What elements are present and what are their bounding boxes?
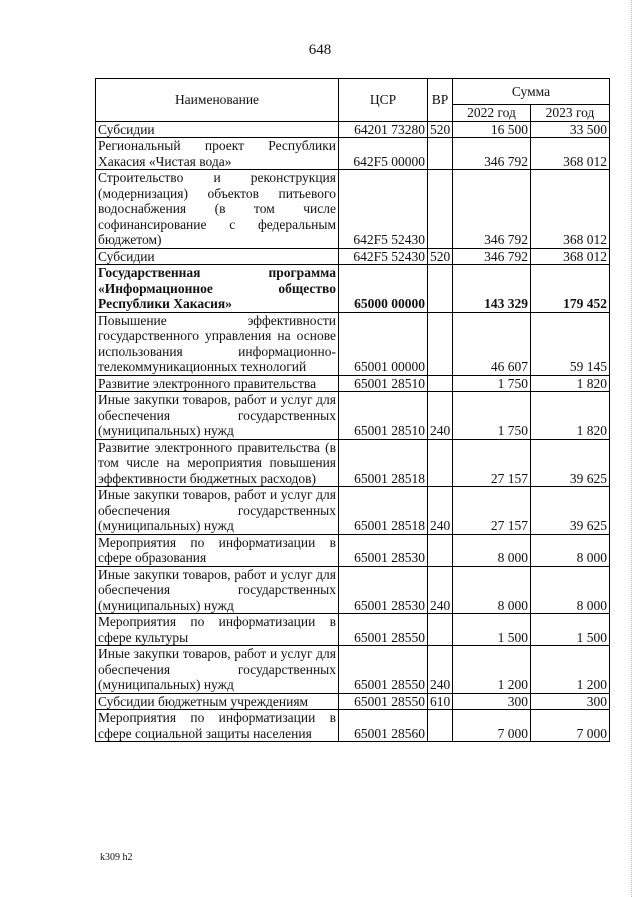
row-name: Иные закупки товаров, работ и услуг для обеспечения государственных (муниципальных) нужд [96, 487, 339, 535]
row-sum-2023: 1 820 [531, 375, 610, 392]
row-name: Региональный проект Республики Хакасия «Чистая вода» [96, 138, 339, 170]
row-vr [428, 534, 453, 566]
row-csr: 65001 00000 [339, 312, 428, 375]
row-name: Повышение эффективности государственного управления на основе использования информационно-телекоммуникационных технологий [96, 312, 339, 375]
row-csr: 642F5 00000 [339, 138, 428, 170]
row-csr: 65000 00000 [339, 265, 428, 313]
budget-table [95, 78, 610, 742]
row-sum-2022: 346 792 [453, 138, 531, 170]
row-csr: 65001 28518 [339, 439, 428, 487]
row-sum-2022: 8 000 [453, 534, 531, 566]
row-sum-2023: 300 [531, 693, 610, 710]
row-sum-2022: 346 792 [453, 248, 531, 265]
row-vr: 520 [428, 121, 453, 138]
row-csr: 65001 28550 [339, 693, 428, 710]
row-csr: 65001 28550 [339, 614, 428, 646]
table-row [96, 170, 610, 249]
table-row [96, 566, 610, 614]
row-name: Строительство и реконструкция (модернизация) объектов питьевого водоснабжения (в том числе софинансирование с федеральным бюджетом) [96, 170, 339, 249]
row-name: Мероприятия по информатизации в сфере культуры [96, 614, 339, 646]
row-csr: 65001 28510 [339, 375, 428, 392]
table-row [96, 248, 610, 265]
row-sum-2023: 39 625 [531, 487, 610, 535]
header-year-2023: 2023 год [531, 105, 610, 122]
row-name: Субсидии бюджетным учреждениям [96, 693, 339, 710]
row-sum-2023: 33 500 [531, 121, 610, 138]
table-row [96, 375, 610, 392]
row-csr: 65001 28530 [339, 534, 428, 566]
table-row [96, 439, 610, 487]
row-vr [428, 614, 453, 646]
row-csr: 65001 28550 [339, 646, 428, 694]
row-name: Иные закупки товаров, работ и услуг для обеспечения государственных (муниципальных) нужд [96, 392, 339, 440]
page-number: 648 [308, 42, 332, 58]
row-sum-2023: 59 145 [531, 312, 610, 375]
row-vr [428, 265, 453, 313]
table-row [96, 392, 610, 440]
row-sum-2023: 368 012 [531, 248, 610, 265]
row-sum-2022: 1 750 [453, 392, 531, 440]
row-name: Мероприятия по информатизации в сфере социальной защиты населения [96, 710, 339, 742]
row-vr [428, 710, 453, 742]
row-sum-2022: 27 157 [453, 439, 531, 487]
row-vr [428, 439, 453, 487]
table-row [96, 487, 610, 535]
row-vr: 520 [428, 248, 453, 265]
row-sum-2023: 179 452 [531, 265, 610, 313]
row-sum-2022: 16 500 [453, 121, 531, 138]
row-sum-2022: 7 000 [453, 710, 531, 742]
row-sum-2023: 368 012 [531, 138, 610, 170]
row-vr [428, 375, 453, 392]
row-sum-2022: 1 200 [453, 646, 531, 694]
row-name: Развитие электронного правительства [96, 375, 339, 392]
row-sum-2022: 300 [453, 693, 531, 710]
table-row [96, 121, 610, 138]
row-sum-2022: 8 000 [453, 566, 531, 614]
row-csr: 65001 28510 [339, 392, 428, 440]
row-vr: 240 [428, 646, 453, 694]
header-name: Наименование [96, 79, 339, 122]
table-row [96, 312, 610, 375]
row-vr: 240 [428, 566, 453, 614]
table-body [96, 121, 610, 742]
row-vr [428, 170, 453, 249]
row-sum-2023: 1 820 [531, 392, 610, 440]
table-row [96, 265, 610, 313]
table-row [96, 646, 610, 694]
table-header [96, 79, 610, 122]
header-year-2022: 2022 год [453, 105, 531, 122]
row-name: Мероприятия по информатизации в сфере образования [96, 534, 339, 566]
row-name: Субсидии [96, 121, 339, 138]
row-csr: 64201 73280 [339, 121, 428, 138]
row-vr: 240 [428, 392, 453, 440]
row-sum-2022: 27 157 [453, 487, 531, 535]
row-vr: 610 [428, 693, 453, 710]
row-sum-2023: 1 200 [531, 646, 610, 694]
header-csr: ЦСР [339, 79, 428, 122]
scan-edge-line [630, 0, 632, 897]
row-sum-2022: 1 500 [453, 614, 531, 646]
row-csr: 642F5 52430 [339, 248, 428, 265]
row-csr: 65001 28518 [339, 487, 428, 535]
row-sum-2022: 1 750 [453, 375, 531, 392]
row-name: Субсидии [96, 248, 339, 265]
table-row [96, 614, 610, 646]
row-name: Иные закупки товаров, работ и услуг для обеспечения государственных (муниципальных) нужд [96, 566, 339, 614]
row-name: Государственная программа «Информационное общество Республики Хакасия» [96, 265, 339, 313]
row-sum-2023: 7 000 [531, 710, 610, 742]
row-sum-2022: 346 792 [453, 170, 531, 249]
footer-code: k309 h2 [100, 852, 133, 863]
row-vr: 240 [428, 487, 453, 535]
row-sum-2023: 39 625 [531, 439, 610, 487]
row-sum-2023: 8 000 [531, 534, 610, 566]
row-csr: 642F5 52430 [339, 170, 428, 249]
row-sum-2023: 368 012 [531, 170, 610, 249]
table-row [96, 138, 610, 170]
row-sum-2023: 8 000 [531, 566, 610, 614]
table-row [96, 534, 610, 566]
table-row [96, 693, 610, 710]
row-name: Иные закупки товаров, работ и услуг для обеспечения государственных (муниципальных) нужд [96, 646, 339, 694]
header-vr: ВР [428, 79, 453, 122]
row-csr: 65001 28560 [339, 710, 428, 742]
row-name: Развитие электронного правительства (в том числе на мероприятия повышения эффективности бюджетных расходов) [96, 439, 339, 487]
row-vr [428, 312, 453, 375]
row-vr [428, 138, 453, 170]
row-sum-2022: 46 607 [453, 312, 531, 375]
header-sum: Сумма [453, 79, 610, 105]
row-sum-2023: 1 500 [531, 614, 610, 646]
row-csr: 65001 28530 [339, 566, 428, 614]
row-sum-2022: 143 329 [453, 265, 531, 313]
table-row [96, 710, 610, 742]
